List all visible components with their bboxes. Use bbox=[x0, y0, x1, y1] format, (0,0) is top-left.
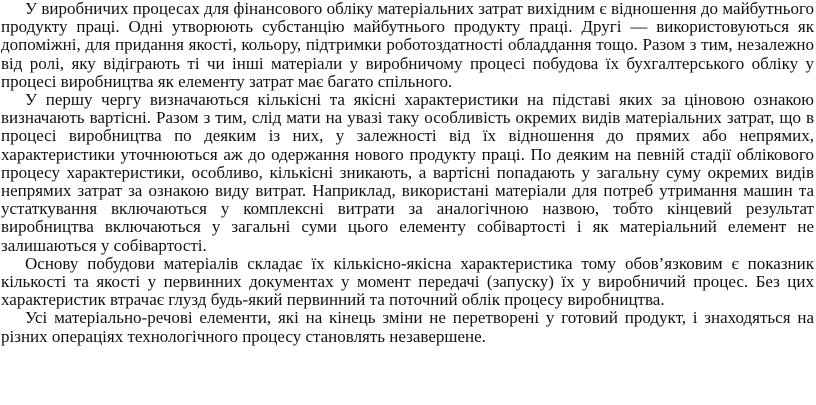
paragraph-3: Основу побудови матеріалів складає їх кількісно-якісна характеристика тому обов’язковим є показник кількості та якості у первинних документах у момент передачі (запуску) їх у виробничий процес. Без цих характеристик втрачає глузд будь-який первинний та поточний облік процесу виробництва. bbox=[1, 253, 814, 310]
paragraph-4: Усі матеріально-речові елементи, які на кінець зміни не перетворені у готовий продукт, і знаходяться на різних операціях технологічного процесу становлять незавершене. bbox=[1, 308, 814, 346]
paragraph-2: У першу чергу визначаються кількісні та якісні характеристики на підставі яких за ціновою ознакою визначають вартісні. Разом з тим, слід мати на увазі таку особливість окремих видів матеріальних затрат, що в процесі виробництва по деяким із них, у залежності від їх відношення до прямих або непрямих, характеристики уточнюються аж до одержання нового продукту праці. По деяким на певній стадії облікового процесу характеристики, особливо, кількісні зникають, а вартісні попадають у загальну суму окремих видів непрямих затрат за ознакою виду витрат. Наприклад, використані матеріали для потреб утримання машин та устаткування включаються у комплексні витрати за аналогічною назвою, тобто кінцевий результат виробництва включаються у загальні суми цього елементу собівартості і як матеріальний елемент не залишаються у собівартості. bbox=[1, 90, 814, 255]
paragraph-1: У виробничих процесах для фінансового обліку матеріальних затрат вихідним є відношення до майбутнього продукту праці. Одні утворюють субстанцію майбутнього продукту праці. Другі — використовуються як допоміжні, для придання якості, кольору, підтримки роботоздатності обладдання тощо. Разом з тим, незалежно від ролі, яку відіграють ті чи інші матеріали у виробничому процесі побудова їх бухгалтерського обліку у процесі виробництва як елементу затрат має багато спільного. bbox=[1, 0, 814, 91]
